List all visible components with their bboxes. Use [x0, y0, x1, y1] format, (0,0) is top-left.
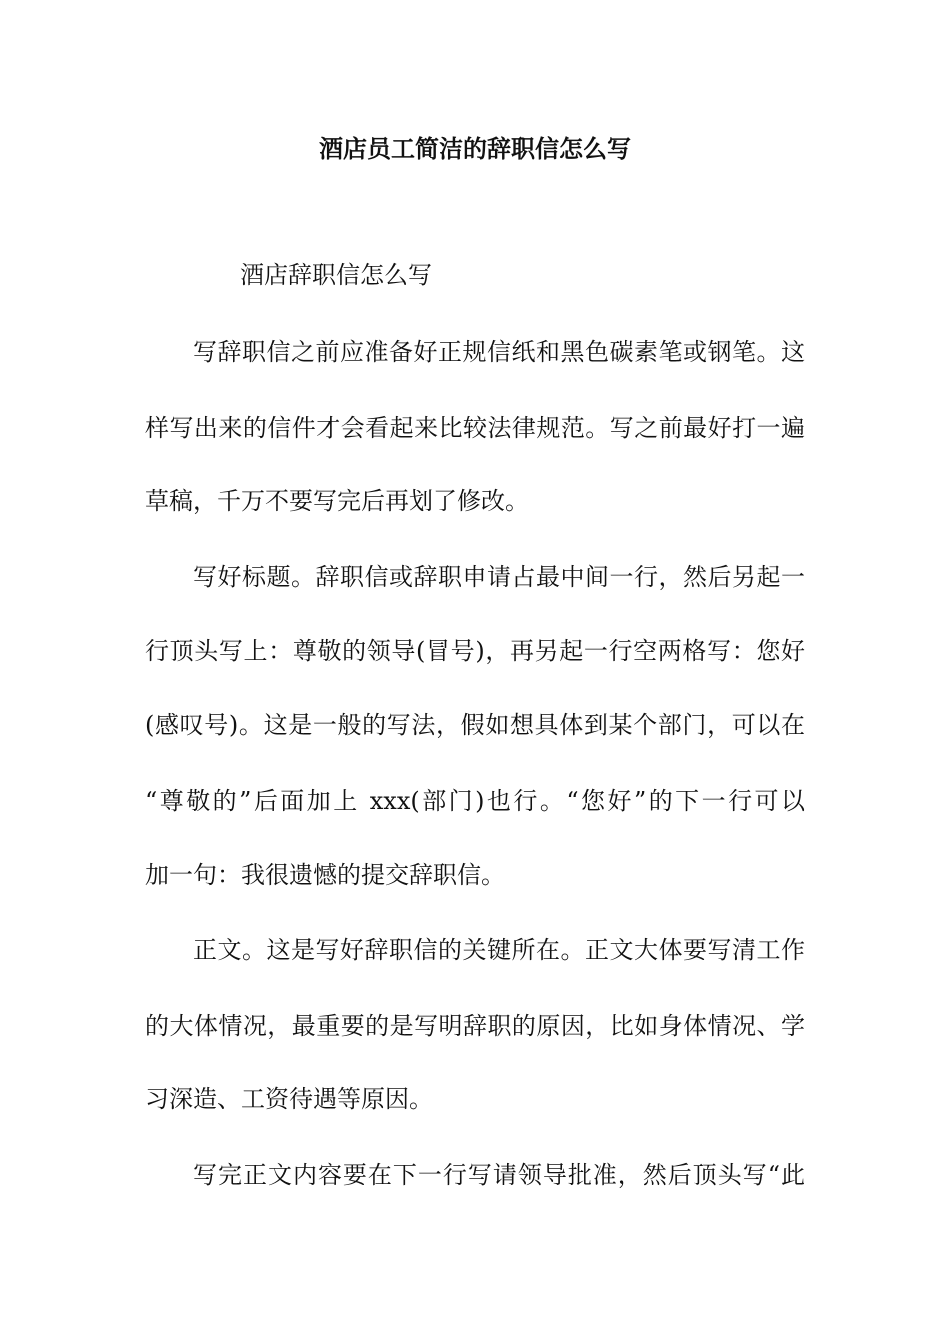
paragraph-line: 行顶头写上：尊敬的领导(冒号)，再另起一行空两格写：您好 — [145, 637, 805, 665]
paragraph-line: 的大体情况，最重要的是写明辞职的原因，比如身体情况、学 — [145, 1012, 805, 1040]
paragraph-line: 正文。这是写好辞职信的关键所在。正文大体要写清工作 — [193, 936, 805, 964]
paragraph-line: (感叹号)。这是一般的写法，假如想具体到某个部门，可以在 — [145, 711, 805, 739]
paragraph-line: 加一句：我很遗憾的提交辞职信。 — [145, 861, 505, 889]
paragraph-line: 草稿，千万不要写完后再划了修改。 — [145, 487, 529, 515]
paragraph-line: 样写出来的信件才会看起来比较法律规范。写之前最好打一遍 — [145, 414, 805, 442]
document-title: 酒店员工简洁的辞职信怎么写 — [319, 134, 631, 163]
paragraph-line: 习深造、工资待遇等原因。 — [145, 1085, 433, 1113]
section-heading: 酒店辞职信怎么写 — [240, 261, 432, 289]
paragraph-line: 写完正文内容要在下一行写请领导批准，然后顶头写“此 — [193, 1161, 805, 1189]
paragraph-line: “尊敬的”后面加上 xxx(部门)也行。“您好”的下一行可以 — [145, 787, 805, 815]
paragraph-line: 写好标题。辞职信或辞职申请占最中间一行，然后另起一 — [193, 563, 805, 591]
paragraph-line: 写辞职信之前应准备好正规信纸和黑色碳素笔或钢笔。这 — [193, 338, 805, 366]
